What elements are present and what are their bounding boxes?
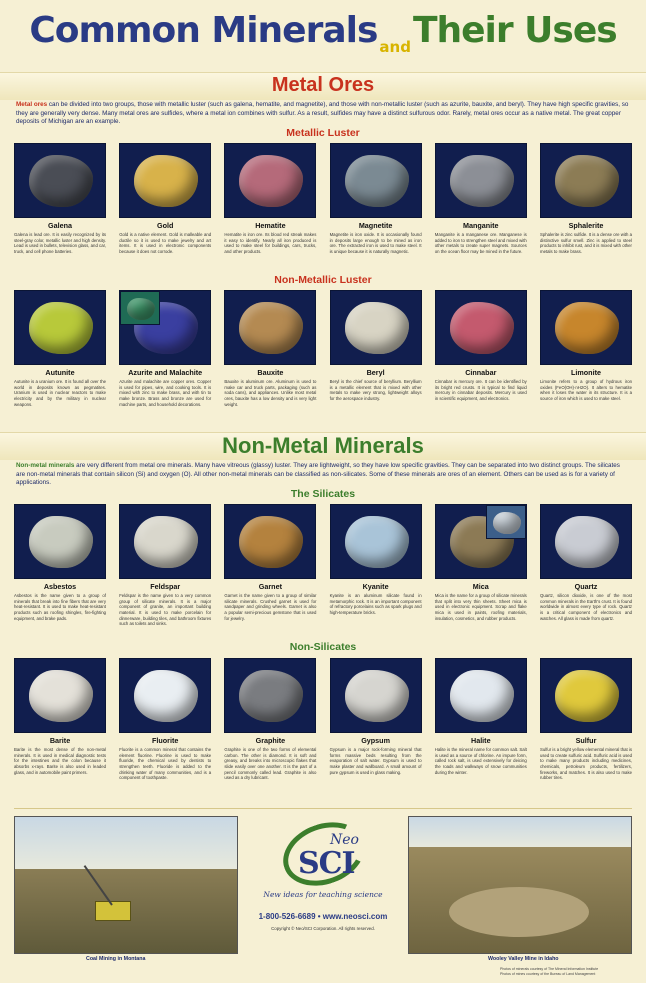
neosci-logo-block	[238, 820, 408, 970]
mineral-name: Hematite	[255, 221, 286, 230]
mineral-description: Kyanite is an aluminum silicate found in metamorphic rock. It is an important component of refractory porcelains such as spark plugs and high-temperature bricks.	[329, 593, 422, 616]
mineral-description: Asbestos is the name given to a group of minerals that break into fine fibers that are very heat-resistant. It is used to make heat-resistant products such as roofing shingles, fire-fighting equipment, and brake pads.	[14, 593, 106, 621]
mineral-photo-gold	[119, 143, 211, 218]
mineral-photo-autunite	[14, 290, 106, 365]
mineral-photo-magnetite	[330, 143, 422, 218]
mineral-name: Asbestos	[43, 582, 77, 591]
mineral-name: Fluorite	[152, 736, 179, 745]
mineral-photo-manganite	[435, 143, 527, 218]
mineral-photo-galena	[14, 143, 106, 218]
mineral-specimen	[29, 670, 93, 722]
logo-neo: Neo	[330, 832, 359, 848]
mineral-name: Bauxite	[257, 368, 284, 377]
mineral-description: Autunite is a uranium ore. It is found all over the world in deposits known as pegmatites. Uranium is used in nuclear reactors to make electricity and by the military in nuclear weapons.	[14, 379, 106, 407]
mineral-description: Azurite and malachite are copper ores. Copper is used for pipes, wire, and cooking tools. It is mixed with zinc to make brass, and with tin to make bronze. Brass and bronze are used for machine parts, and household decorations.	[119, 379, 212, 407]
mineral-specimen	[450, 670, 514, 722]
mineral-description: Hematite is iron ore. Its blood red streak makes it easy to identify. Nearly all iron produced is used to make steel for buildings, cars, trucks, and other products.	[224, 232, 317, 255]
mineral-name: Sulfur	[575, 736, 597, 745]
mineral-photo-limonite	[540, 290, 632, 365]
mineral-card-gypsum	[330, 658, 422, 775]
mineral-card-hematite	[224, 143, 316, 255]
mineral-specimen	[345, 302, 409, 354]
mineral-name: Magnetite	[358, 221, 393, 230]
coal-mining-caption: Coal Mining in Montana	[86, 956, 146, 962]
mineral-specimen	[239, 155, 303, 207]
logo-sci: SCI	[298, 846, 355, 881]
mineral-specimen	[29, 302, 93, 354]
mineral-description: Barite is the most dense of the non-metal minerals. It is used in medical diagnostic tests for the intestines and the colon because it absorbs x-rays. Barite is also used in leaded glass, and in automobile paint primers.	[14, 747, 106, 775]
mineral-photo-gypsum	[330, 658, 422, 733]
mineral-specimen	[239, 670, 303, 722]
coal-mining-photo	[14, 816, 238, 954]
mineral-description: Gold is a native element. Gold is malleable and ductile so it is used to make jewelry and art items. It is used in electronic components because it does not corrode.	[119, 232, 212, 255]
mineral-description: Cinnabar is mercury ore. It can be identified by its bright red crusts. It is typical to find liquid mercury in cinnabar deposits. Mercury is used in scientific equipment, and electronics.	[434, 379, 527, 402]
mineral-card-sulfur	[540, 658, 632, 781]
mineral-description: Gypsum is a major rock-forming mineral that forms massive beds resulting from the evaporation of salt water. Gypsum is used to make plaster and wallboard. A small amount of pure gypsum is used in glass making.	[329, 747, 422, 775]
non-metal-keyword: Non-metal minerals	[16, 462, 75, 469]
mineral-card-magnetite	[330, 143, 422, 255]
mineral-specimen	[555, 155, 619, 207]
mineral-card-galena	[14, 143, 106, 255]
mineral-name: Halite	[471, 736, 491, 745]
mineral-photo-halite	[435, 658, 527, 733]
mineral-description: Sphalerite is zinc sulfide. It is a dense ore with a distinctive sulfur smell. Zinc is applied to steel products to inhibit rust, and it is mixed with other metals to make brass.	[540, 232, 632, 255]
mineral-specimen	[345, 155, 409, 207]
mineral-name: Quartz	[574, 582, 598, 591]
mineral-name: Gold	[157, 221, 174, 230]
metal-ores-heading: Metal Ores	[271, 74, 375, 96]
mineral-description: Limonite refers to a group of hydrous iron oxides (FeO(OH)·nH2O). It alters to hematite when it loses the water in its structure. It is a source of iron which is used to make steel.	[540, 379, 632, 402]
non-metal-intro	[16, 462, 630, 488]
mineral-name: Galena	[48, 221, 72, 230]
mineral-specimen	[345, 670, 409, 722]
logo-tagline: New ideas for teaching science	[263, 890, 383, 899]
mineral-photo-azurite-and-malachite	[119, 290, 211, 365]
contact-line[interactable]: 1-800-526-6689 • www.neosci.com	[258, 912, 388, 921]
credits-line-2: Photos of mines courtesy of the Bureau of Land Management	[500, 971, 596, 976]
mineral-card-autunite	[14, 290, 106, 407]
mineral-photo-kyanite	[330, 504, 422, 579]
mineral-name: Mica	[472, 582, 489, 591]
mineral-photo-mica	[435, 504, 527, 579]
mineral-specimen	[345, 516, 409, 568]
mineral-name: Azurite and Malachite	[128, 368, 203, 377]
mineral-description: Graphite is one of the two forms of elemental carbon. The other is diamond. It is soft and greasy, and breaks into microscopic flakes that slide easily over one another. It is the part of a pencil commonly called lead. Graphite is also used as a dry lubricant.	[224, 747, 317, 781]
mineral-description: Galena is lead ore. It is easily recognized by its steel-gray color, metallic luster and high density. Lead is used in bullets, television glass, and car, truck, and cell phone batteries.	[14, 232, 106, 255]
mineral-specimen	[555, 670, 619, 722]
mineral-specimen	[29, 516, 93, 568]
mineral-description: Feldspar is the name given to a very common group of silicate minerals. It is a major component of granite, an important building material. It is used to make porcelain for dinnerware, building tiles, and bathroom fixtures such as toilets and sinks.	[119, 593, 212, 627]
mineral-card-cinnabar	[435, 290, 527, 402]
mineral-name: Limonite	[571, 368, 601, 377]
mineral-specimen	[134, 516, 198, 568]
mineral-description: Manganite is a manganese ore. Manganese is added to iron to strengthen steel and mixed with other metals to create super magnets. Sources on the ocean floor may be mined in the future.	[434, 232, 527, 255]
mineral-photo-hematite	[224, 143, 316, 218]
title-part-1: Common Minerals	[29, 10, 378, 51]
mineral-name: Beryl	[366, 368, 385, 377]
mineral-specimen	[450, 302, 514, 354]
mineral-description: Quartz, silicon dioxide, is one of the most common minerals in the Earth's crust. It is found worldwide in almost every type of rock. Quartz is a critical component of electronics and watches. All glass is made from quartz.	[540, 593, 632, 621]
mineral-card-barite	[14, 658, 106, 775]
mineral-card-kyanite	[330, 504, 422, 616]
metal-ores-intro-text: can be divided into two groups, those with metallic luster (such as galena, hematite, and magnetite), and those with non-metallic luster (such as azurite, bauxite, and beryl). They have high specific gravities, so they are generally very dense. Many metal ores are sulfides, where a metal ion combines with sulfur. As a result, sulfides may have a distinct sulfurous odor. Rarely, metal ores occur as a native metal. The great copper deposits of Michigan are an example.	[16, 101, 629, 125]
mineral-photo-sphalerite	[540, 143, 632, 218]
mineral-description: Beryl is the chief source of beryllium. Beryllium is a metallic element that is mixed with other metals to make very strong, lightweight alloys for the aerospace industry.	[329, 379, 422, 402]
mineral-card-asbestos	[14, 504, 106, 621]
mineral-photo-bauxite	[224, 290, 316, 365]
mineral-photo-quartz	[540, 504, 632, 579]
mineral-name: Feldspar	[150, 582, 181, 591]
mineral-specimen	[555, 516, 619, 568]
mineral-description: Garnet is the name given to a group of similar silicate minerals. Crushed garnet is used for sandpaper and grinding wheels. Garnet is also a popular semi-precious gemstone that is used for jewelry.	[224, 593, 317, 621]
mineral-name: Autunite	[45, 368, 75, 377]
mineral-photo-sulfur	[540, 658, 632, 733]
photo-credits	[500, 967, 640, 976]
poster-title	[0, 10, 646, 56]
mineral-photo-graphite	[224, 658, 316, 733]
wooley-valley-caption: Wooley Valley Mine in Idaho	[488, 956, 559, 962]
mineral-specimen	[239, 302, 303, 354]
mineral-name: Manganite	[463, 221, 499, 230]
mineral-name: Graphite	[255, 736, 286, 745]
mineral-specimen	[134, 155, 198, 207]
mineral-photo-cinnabar	[435, 290, 527, 365]
mineral-card-fluorite	[119, 658, 211, 781]
mineral-card-azurite-and-malachite	[119, 290, 211, 407]
mineral-photo-fluorite	[119, 658, 211, 733]
inset-photo	[486, 505, 526, 539]
mineral-specimen	[134, 670, 198, 722]
mineral-card-bauxite	[224, 290, 316, 407]
mineral-specimen	[450, 155, 514, 207]
mineral-name: Cinnabar	[465, 368, 497, 377]
silicates-heading: The Silicates	[290, 488, 356, 500]
title-part-2: Their Uses	[412, 10, 617, 51]
mineral-name: Garnet	[258, 582, 282, 591]
metal-ores-intro	[16, 101, 630, 127]
inset-photo	[120, 291, 160, 325]
mineral-card-gold	[119, 143, 211, 255]
mineral-photo-asbestos	[14, 504, 106, 579]
mineral-photo-barite	[14, 658, 106, 733]
mineral-card-sphalerite	[540, 143, 632, 255]
mineral-card-quartz	[540, 504, 632, 621]
footer-divider	[14, 808, 632, 809]
mineral-card-limonite	[540, 290, 632, 402]
wooley-valley-photo	[408, 816, 632, 954]
mineral-card-feldspar	[119, 504, 211, 627]
mineral-card-halite	[435, 658, 527, 775]
mineral-specimen	[29, 155, 93, 207]
mineral-card-garnet	[224, 504, 316, 621]
mineral-description: Bauxite is aluminum ore. Aluminum is used to make car and truck parts, packaging (such as soda cans), and appliances. Unlike most metal ores, bauxite has a low density and is very light weight.	[224, 379, 317, 407]
mineral-photo-garnet	[224, 504, 316, 579]
mineral-name: Sphalerite	[568, 221, 604, 230]
metallic-luster-heading: Metallic Luster	[286, 127, 360, 139]
mineral-description: Fluorite is a common mineral that contains the element fluorine. Fluorine is used to make fluoride, the chemical used by dentists to strengthen teeth. Fluoride is added to the drinking water of many communities, and is a component of toothpaste.	[119, 747, 212, 781]
mineral-card-mica	[435, 504, 527, 621]
copyright-line: Copyright © Neo/SCI Corporation. All rights reserved.	[271, 926, 375, 931]
mineral-photo-feldspar	[119, 504, 211, 579]
mineral-card-manganite	[435, 143, 527, 255]
metal-ores-keyword: Metal ores	[16, 101, 48, 108]
mineral-specimen	[555, 302, 619, 354]
credits-line-1: Photos of minerals courtesy of The Mineral Information Institute	[500, 967, 599, 971]
mineral-description: Sulfur is a bright yellow elemental mineral that is used to create sulfuric acid. Sulfuric acid is used to make many products including medicines, chemicals, petroleum products, fertilizers, fireworks, and matches. It is also used to make rubber tires.	[540, 747, 632, 781]
title-and: and	[379, 38, 411, 56]
mineral-description: Magnetite is iron oxide. It is occasionally found in deposits large enough to be mined as iron ore. The extracted iron is used to make steel. It is unique because it is naturally magnetic.	[329, 232, 422, 255]
non-metal-intro-text: are very different from metal ore minerals. Many have vitreous (glassy) luster. They are lightweight, so they have low specific gravities. They can be separated into two distinct groups. The silicates are non-metal minerals that contain silicon (Si) and oxygen (O). All other non-metal minerals can be classified as non-silicates. Some of these minerals are ores of an element. Others can be used as is for a variety of applications.	[16, 462, 620, 486]
mineral-name: Kyanite	[362, 582, 389, 591]
mineral-description: Mica is the name for a group of silicate minerals that split into very thin sheets. Sheet mica is used in electronic equipment. Scrap and flake mica is used in paints, roofing materials, insulation, cosmetics, and rubber products.	[434, 593, 527, 621]
non-metallic-luster-heading: Non-Metallic Luster	[274, 274, 372, 286]
mineral-specimen	[239, 516, 303, 568]
non-metal-heading: Non-Metal Minerals	[222, 433, 424, 458]
non-silicates-heading: Non-Silicates	[289, 641, 357, 653]
mineral-name: Gypsum	[361, 736, 390, 745]
mineral-photo-beryl	[330, 290, 422, 365]
mineral-card-graphite	[224, 658, 316, 781]
mineral-description: Halite is the mineral name for common salt. Salt is used as a source of chlorine. An impure form, called rock salt, is used extensively for deicing the roads and walkways of snow communities during the winter.	[434, 747, 527, 775]
mineral-name: Barite	[49, 736, 71, 745]
mineral-card-beryl	[330, 290, 422, 402]
